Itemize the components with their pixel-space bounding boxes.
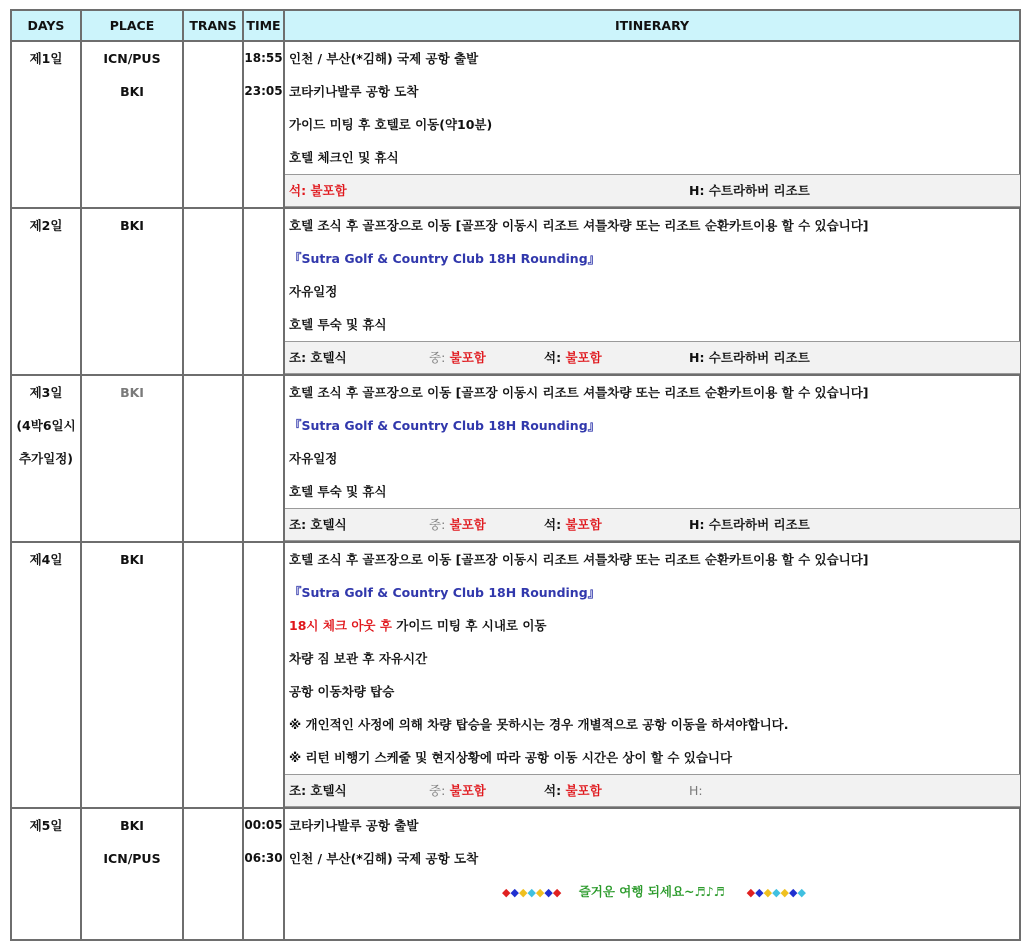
itinerary-line: 인천 / 부산(*김해) 국제 공항 도착 — [289, 851, 479, 866]
header-days: DAYS — [11, 10, 81, 41]
golf-course-line: 『Sutra Golf & Country Club 18H Rounding』 — [289, 418, 601, 433]
hotel-info: H: 수트라하버 리조트 — [689, 350, 810, 365]
day-label: 제1일 — [29, 51, 63, 66]
notice-line: ※ 리턴 비행기 스케줄 및 현지상황에 따라 공항 이동 시간은 상이 할 수 있습니다 — [289, 750, 733, 765]
day-row-4 — [11, 542, 1020, 808]
itinerary-line: 인천 / 부산(*김해) 국제 공항 출발 — [289, 51, 479, 66]
place-label: BKI — [120, 84, 144, 99]
trans-cell — [183, 542, 243, 808]
dinner-info: 석: 불포함 — [289, 183, 347, 198]
day-row-3 — [11, 375, 1020, 542]
lunch-info: 중: 불포함 — [429, 517, 486, 532]
golf-course-line: 『Sutra Golf & Country Club 18H Rounding』 — [289, 251, 601, 266]
time-label: 06:30 — [244, 851, 283, 865]
place-cell — [81, 808, 183, 940]
day-cell — [11, 208, 81, 375]
itinerary-cell — [284, 542, 1020, 808]
time-label: 23:05 — [244, 84, 283, 98]
itinerary-table — [10, 9, 1021, 941]
place-cell — [81, 41, 183, 208]
day-note: (4박6일시 — [16, 418, 76, 433]
header-time: TIME — [243, 10, 284, 41]
header-row — [11, 10, 1020, 41]
time-cell — [243, 375, 284, 542]
itinerary-cell — [284, 41, 1020, 208]
checkout-line: 18시 체크 아웃 후 가이드 미팅 후 시내로 이동 — [289, 618, 547, 633]
trans-cell — [183, 808, 243, 940]
trans-cell — [183, 41, 243, 208]
place-label: ICN/PUS — [103, 851, 161, 866]
dinner-info: 석: 불포함 — [544, 517, 602, 532]
time-cell — [243, 808, 284, 940]
itinerary-line: 호텔 조식 후 골프장으로 이동 [골프장 이동시 리조트 셔틀차량 또는 리조트 순환카트이용 할 수 있습니다] — [289, 552, 869, 567]
lunch-info: 중: 불포함 — [429, 783, 486, 798]
itinerary-line: 자유일정 — [289, 451, 338, 466]
trans-cell — [183, 375, 243, 542]
day-label: 제4일 — [29, 552, 63, 567]
time-cell — [243, 542, 284, 808]
breakfast-info: 조: 호텔식 — [289, 350, 347, 365]
itinerary-line: 호텔 조식 후 골프장으로 이동 [골프장 이동시 리조트 셔틀차량 또는 리조트 순환카트이용 할 수 있습니다] — [289, 218, 869, 233]
day-note: 추가일정) — [18, 451, 73, 466]
itinerary-cell — [284, 808, 1020, 940]
hotel-info: H: 수트라하버 리조트 — [689, 517, 810, 532]
farewell-text: 즐거운 여행 되세요~♬♪♬ — [578, 884, 725, 899]
dinner-info: 석: 불포함 — [544, 783, 602, 798]
day-cell — [11, 542, 81, 808]
place-label: ICN/PUS — [103, 51, 161, 66]
time-label: 00:05 — [244, 818, 283, 832]
meal-bar — [285, 341, 1020, 374]
place-label: BKI — [120, 218, 144, 233]
hotel-info: H: — [689, 783, 703, 798]
day-label: 제3일 — [29, 385, 63, 400]
itinerary-line: 호텔 체크인 및 휴식 — [289, 150, 399, 165]
notice-line: ※ 개인적인 사정에 의해 차량 탑승을 못하시는 경우 개별적으로 공항 이동을 하셔야합니다. — [289, 717, 789, 732]
lunch-info: 중: 불포함 — [429, 350, 486, 365]
farewell-line — [285, 875, 1019, 908]
day-label: 제2일 — [29, 218, 63, 233]
place-cell — [81, 542, 183, 808]
itinerary-line: 가이드 미팅 후 호텔로 이동(약10분) — [289, 117, 493, 132]
time-cell — [243, 208, 284, 375]
itinerary-cell — [284, 208, 1020, 375]
diamonds-right-icon: ◆◆◆◆◆◆◆ — [746, 886, 806, 899]
meal-bar — [285, 774, 1020, 807]
itinerary-line: 호텔 조식 후 골프장으로 이동 [골프장 이동시 리조트 셔틀차량 또는 리조트 순환카트이용 할 수 있습니다] — [289, 385, 869, 400]
itinerary-line: 코타키나발루 공항 출발 — [289, 818, 419, 833]
itinerary-line: 차량 짐 보관 후 자유시간 — [289, 651, 428, 666]
trans-cell — [183, 208, 243, 375]
place-label: BKI — [120, 818, 144, 833]
time-label: 18:55 — [244, 51, 283, 65]
itinerary-line: 코타키나발루 공항 도착 — [289, 84, 419, 99]
itinerary-line: 호텔 투숙 및 휴식 — [289, 317, 387, 332]
dinner-info: 석: 불포함 — [544, 350, 602, 365]
breakfast-info: 조: 호텔식 — [289, 783, 347, 798]
meal-bar — [285, 508, 1020, 541]
itinerary-line: 호텔 투숙 및 휴식 — [289, 484, 387, 499]
day-label: 제5일 — [29, 818, 63, 833]
itinerary-line: 자유일정 — [289, 284, 338, 299]
golf-course-line: 『Sutra Golf & Country Club 18H Rounding』 — [289, 585, 601, 600]
place-label: BKI — [120, 552, 144, 567]
itinerary-cell — [284, 375, 1020, 542]
hotel-info: H: 수트라하버 리조트 — [689, 183, 810, 198]
day-cell — [11, 808, 81, 940]
day-cell — [11, 41, 81, 208]
header-place: PLACE — [81, 10, 183, 41]
place-cell — [81, 208, 183, 375]
breakfast-info: 조: 호텔식 — [289, 517, 347, 532]
header-itinerary: ITINERARY — [284, 10, 1020, 41]
diamonds-left-icon: ◆◆◆◆◆◆◆ — [502, 886, 562, 899]
day-row-1 — [11, 41, 1020, 208]
itinerary-line: 공항 이동차량 탑승 — [289, 684, 395, 699]
header-trans: TRANS — [183, 10, 243, 41]
time-cell — [243, 41, 284, 208]
day-row-5 — [11, 808, 1020, 940]
day-row-2 — [11, 208, 1020, 375]
day-cell — [11, 375, 81, 542]
place-cell — [81, 375, 183, 542]
place-label: BKI — [120, 385, 144, 400]
meal-bar — [285, 174, 1020, 207]
